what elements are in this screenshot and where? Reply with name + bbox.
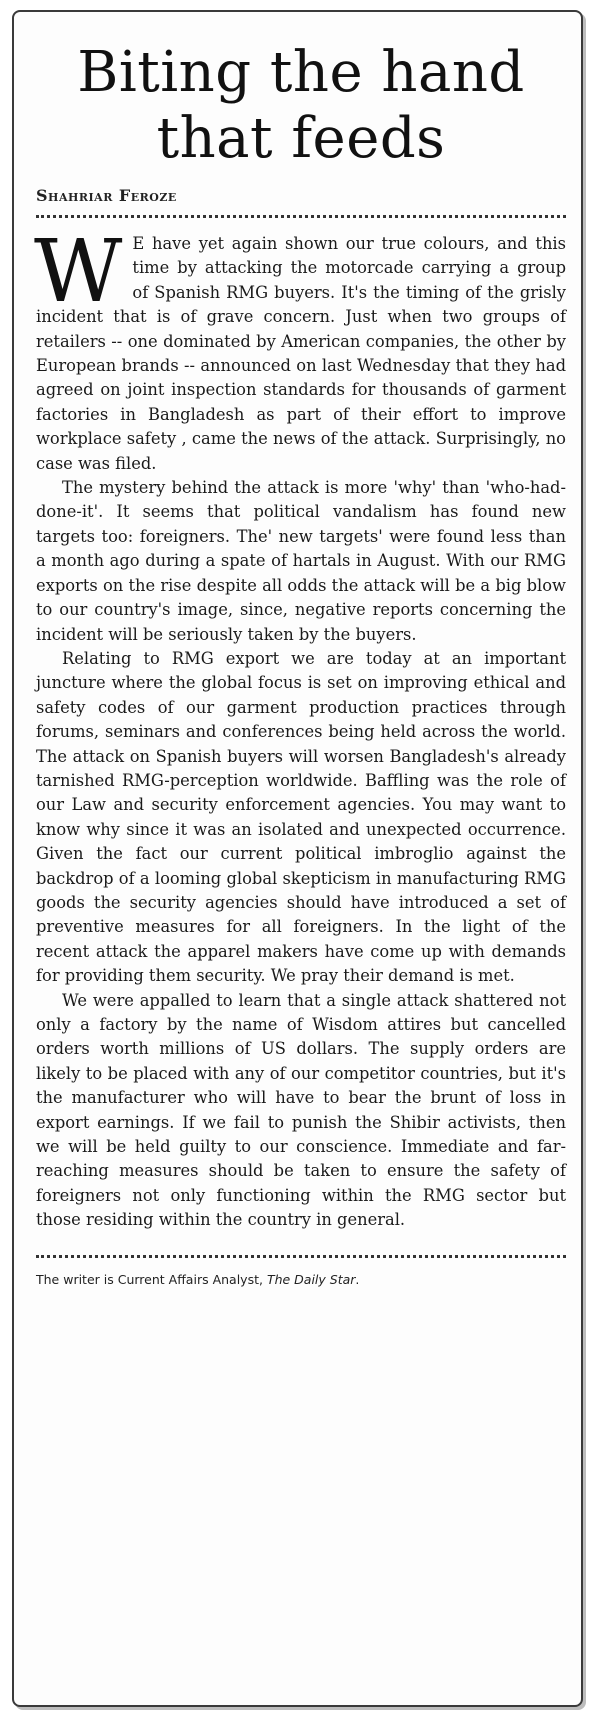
headline-line-2: that feeds: [156, 106, 446, 171]
paragraph-4: We were appalled to learn that a single attack shattered not only a factory by the name of Wisdom attires but cancelled orders worth millions of US dollars. The supply orders are likely to be placed with any of our competitor countries, but it's the manufacturer who will have to bear the brunt of loss in export earnings. If we fail to punish the Shibir activists, then we will be held guilty to our conscience. Immediate and far-reaching measures should be taken to ensure the safety of foreigners not only functioning within the RMG sector but those residing within the country in general.: [36, 990, 566, 1230]
author-note: [36, 1272, 566, 1287]
author-note-suffix: .: [355, 1271, 360, 1287]
paragraph-3: Relating to RMG export we are today at an important juncture where the global focus is set on improving ethical and safety codes of our garment production practices through forums, seminars and conferences being held across the world. The attack on Spanish buyers will worsen Bangladesh's already tarnished RMG-perception worldwide. Baffling was the role of our Law and security enforcement agencies. You may want to know why since it was an isolated and unexpected occurrence. Given the fact our current political imbroglio against the backdrop of a looming global skepticism in manufacturing RMG goods the security agencies should have introduced a set of preventive measures for all foreigners. In the light of the recent attack the apparel makers have come up with demands for providing them security. We pray their demand is met.: [36, 648, 566, 986]
article-content: [36, 12, 566, 1287]
drop-cap: W: [34, 222, 123, 322]
paragraph-1-text: E have yet again shown our true colours, and this time by attacking the motorcade carrying a group of Spanish RMG buyers. It's the timing of the grisly incident that is of grave concern. Just when two groups of retailers -- one dominated by American companies, the other by European brands -- announced on last Wednesday that they had agreed on joint inspection standards for thousands of garment factories in Bangladesh as part of their effort to improve workplace safety , came the news of the attack. Surprisingly, no case was filed.: [36, 234, 566, 473]
headline-line-1: Biting the hand: [77, 40, 525, 105]
author-note-text: The writer is Current Affairs Analyst,: [36, 1271, 267, 1287]
publication-name: The Daily Star: [266, 1271, 356, 1287]
bottom-dotted-divider: [36, 1255, 566, 1258]
byline: Shahriar Feroze: [36, 186, 177, 205]
paragraph-1: [34, 222, 566, 476]
headline: [36, 40, 566, 172]
top-dotted-divider: [36, 215, 566, 218]
article-body: [34, 222, 566, 1233]
paragraph-2: The mystery behind the attack is more 'why' than 'who-had-done-it'. It seems that political vandalism has found new targets too: foreigners. The' new targets' were found less than a month ago during a spate of hartals in August. With our RMG exports on the rise despite all odds the attack will be a big blow to our country's image, since, negative reports concerning the incident will be seriously taken by the buyers.: [36, 478, 566, 644]
article-frame: [12, 10, 583, 1707]
